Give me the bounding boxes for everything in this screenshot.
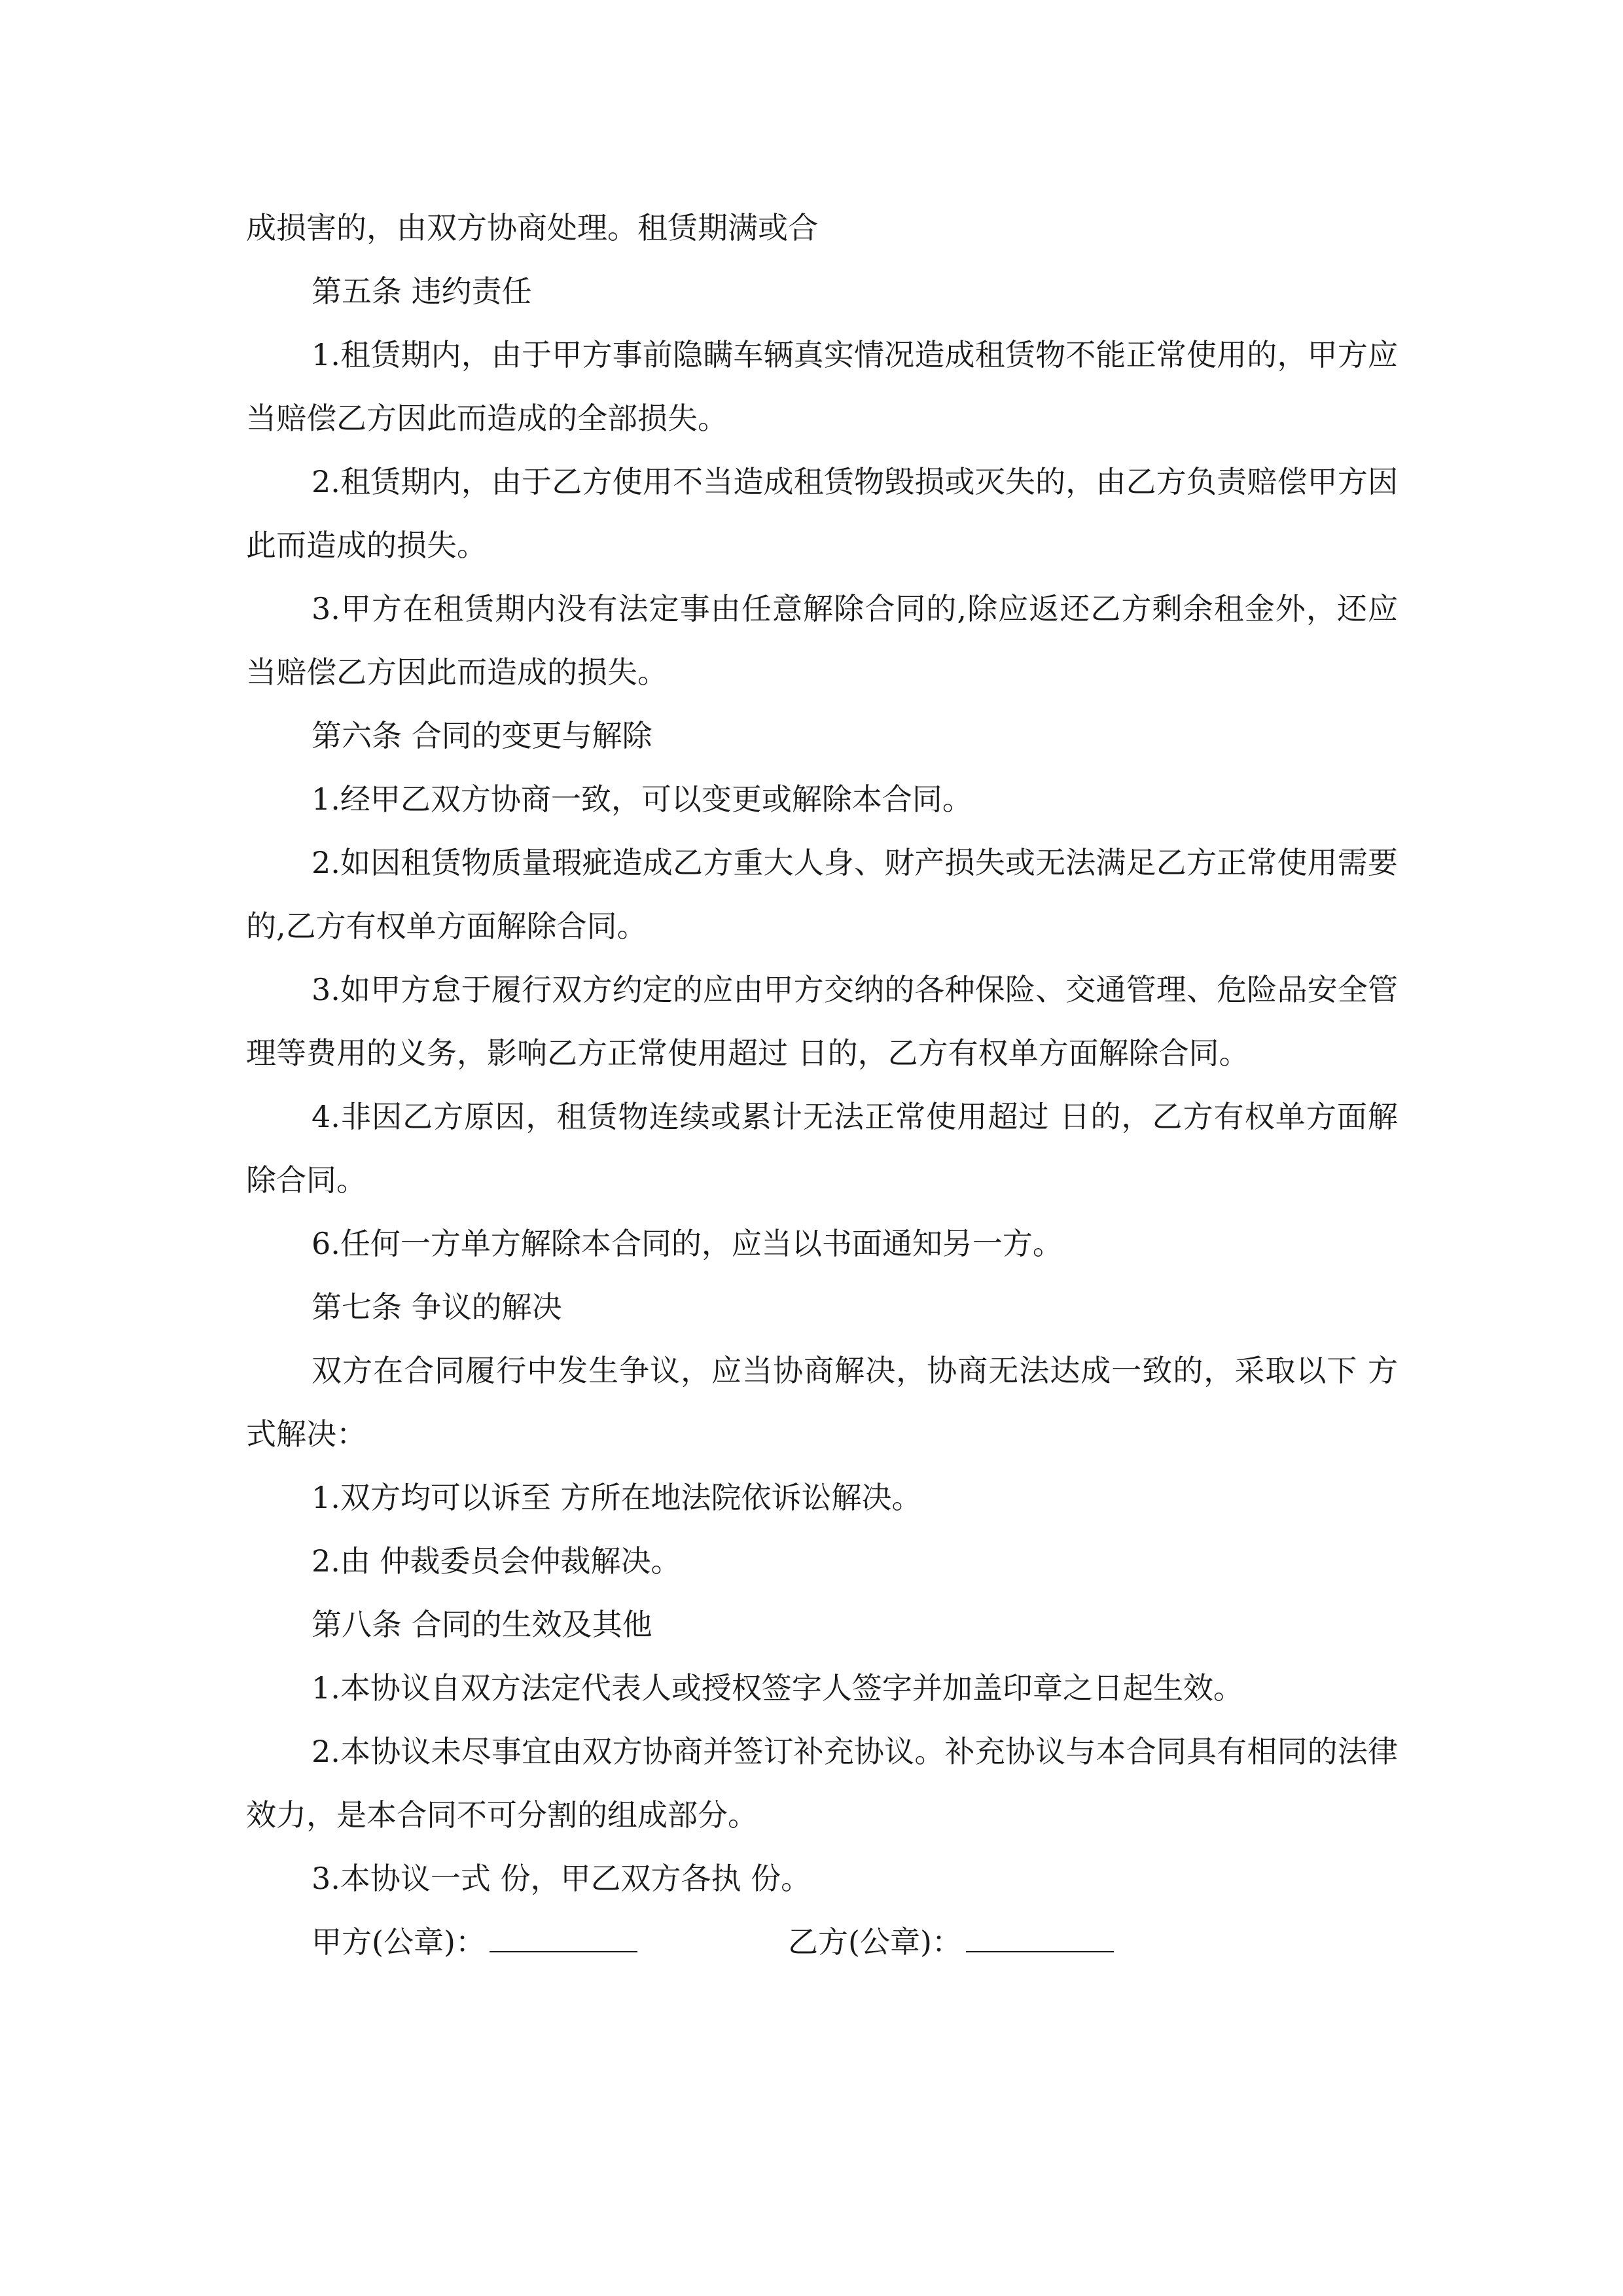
article-5-clause-2: 2.租赁期内，由于乙方使用不当造成租赁物毁损或灭失的，由乙方负责赔偿甲方因此而造成的损失。 [246, 464, 1398, 563]
party-b-signature-line [966, 1910, 1114, 1952]
article-5-clause-3: 3.甲方在租赁期内没有法定事由任意解除合同的,除应返还乙方剩余租金外，还应当赔偿乙方因此而造成的损失。 [246, 591, 1398, 690]
article-6-clause-6: 6.任何一方单方解除本合同的，应当以书面通知另一方。 [312, 1226, 1063, 1261]
article-8-clause-1: 1.本协议自双方法定代表人或授权签字人签字并加盖印章之日起生效。 [312, 1670, 1243, 1706]
article-6-clause-4: 4.非因乙方原因，租赁物连续或累计无法正常使用超过 日的，乙方有权单方面解除合同。 [246, 1099, 1398, 1198]
article-5-clause-1: 1.租赁期内，由于甲方事前隐瞒车辆真实情况造成租赁物不能正常使用的，甲方应当赔偿乙方因此而造成的全部损失。 [246, 337, 1398, 436]
paragraph-continuation: 成损害的，由双方协商处理。租赁期满或合 [246, 210, 818, 245]
article-6-clause-1: 1.经甲乙双方协商一致，可以变更或解除本合同。 [312, 781, 972, 817]
article-6-heading: 第六条 合同的变更与解除 [312, 718, 652, 753]
article-7-intro: 双方在合同履行中发生争议，应当协商解决，协商无法达成一致的，采取以下 方式解决： [246, 1353, 1398, 1452]
article-6-clause-3: 3.如甲方怠于履行双方约定的应由甲方交纳的各种保险、交通管理、危险品安全管理等费用的义务，影响乙方正常使用超过 日的，乙方有权单方面解除合同。 [246, 972, 1398, 1071]
article-8-heading: 第八条 合同的生效及其他 [312, 1607, 652, 1642]
article-7-heading: 第七条 争议的解决 [312, 1289, 562, 1325]
party-a-signature [312, 1910, 637, 1974]
article-5-heading: 第五条 违约责任 [312, 274, 532, 309]
party-b-signature [788, 1910, 1114, 1974]
party-a-signature-line [490, 1910, 637, 1952]
article-6-clause-2: 2.如因租赁物质量瑕疵造成乙方重大人身、财产损失或无法满足乙方正常使用需要的,乙方有权单方面解除合同。 [246, 845, 1398, 944]
signature-row [246, 1910, 1398, 1974]
contract-page-body [246, 196, 1398, 1974]
article-7-option-2: 2.由 仲裁委员会仲裁解决。 [312, 1543, 681, 1579]
article-8-clause-2: 2.本协议未尽事宜由双方协商并签订补充协议。补充协议与本合同具有相同的法律效力，是本合同不可分割的组成部分。 [246, 1734, 1398, 1833]
party-b-label: 乙方(公章)： [788, 1924, 962, 1960]
party-a-label: 甲方(公章)： [312, 1924, 486, 1960]
article-8-clause-3: 3.本协议一式 份，甲乙双方各执 份。 [312, 1861, 812, 1896]
article-7-option-1: 1.双方均可以诉至 方所在地法院依诉讼解决。 [312, 1480, 922, 1515]
